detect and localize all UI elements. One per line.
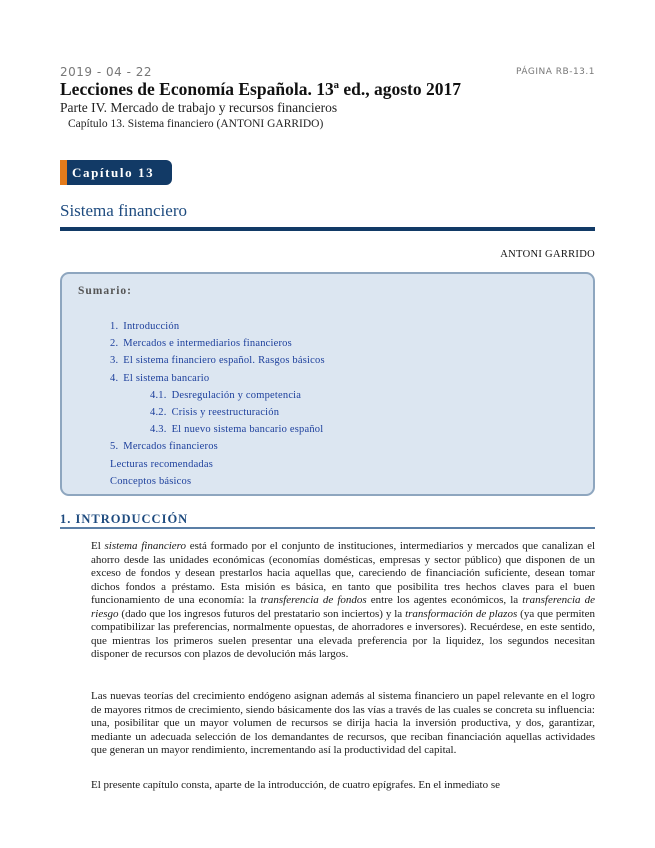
toc-item[interactable] — [62, 438, 593, 455]
toc-item-label: Introducción — [123, 321, 180, 332]
toc-item[interactable] — [62, 421, 593, 438]
text-run: (ya que permiten compatibilizar las preferencias, normalmente opuestas, de ahorradores e inversores). Recuérdese, en este sentido, que mientras los primeros suelen presentar una elevada preferencia por la liquidez, los segundos necesitan disponer de recursos con plazos de devolución más largos. — [91, 607, 595, 660]
page-reference: PÁGINA RB-13.1 — [516, 67, 595, 77]
toc-item-label: El sistema bancario — [123, 372, 210, 384]
emphasized-term: transformación de plazos — [405, 607, 518, 620]
emphasized-term: sistema financiero — [104, 540, 187, 552]
emphasized-term: transferencia de fondos — [260, 594, 367, 606]
toc-item-label: El nuevo sistema bancario español — [171, 424, 324, 436]
chapter-subtitle: Capítulo 13. Sistema financiero (ANTONI GARRIDO) — [68, 118, 324, 130]
toc-item[interactable] — [62, 473, 593, 490]
toc-item[interactable] — [62, 456, 593, 473]
toc-item[interactable] — [62, 370, 593, 387]
chapter-author: ANTONI GARRIDO — [500, 249, 595, 260]
toc-item[interactable] — [62, 404, 593, 421]
text-run: entre los agentes económicos, la — [366, 594, 523, 606]
toc-item-number: 5. — [110, 441, 119, 453]
toc-item-label: Desregulación y competencia — [171, 389, 302, 401]
toc-item-number: 4.3. — [150, 424, 167, 436]
toc-item-label: Crisis y reestructuración — [171, 406, 280, 418]
toc-item-number: 2. — [110, 338, 119, 350]
toc-item[interactable] — [62, 335, 593, 352]
text-run: (dado que los ingresos futuros del prestatario son inciertos) y la — [118, 607, 406, 620]
toc-item-label: Lecturas recomendadas — [110, 458, 214, 470]
toc-item[interactable] — [62, 387, 593, 404]
toc-item-number: 4.1. — [150, 389, 167, 401]
toc-item-label: Mercados financieros — [123, 441, 218, 453]
chapter-title: Sistema financiero — [60, 201, 187, 220]
table-of-contents — [62, 318, 593, 490]
part-title: Parte IV. Mercado de trabajo y recursos financieros — [60, 100, 338, 115]
toc-item-number: 3. — [110, 355, 119, 367]
paragraph-2: Las nuevas teorías del crecimiento endógeno asignan además al sistema financiero un papel relevante en el logro de mayores ritmos de crecimiento, siendo básicamente dos las vías a través de las cuales se concreta su influencia: una, posibilitar que un mayor volumen de recursos se dirija hacia la inversión productiva, y dos, garantizar, mediante un adecuada selección de los demandantes de recursos, que reciban financiación aquellas actividades que generan un mayor rendimiento, incrementando así la productividad del capital. — [91, 690, 595, 756]
summary-label: Sumario: — [78, 285, 132, 297]
toc-item[interactable] — [62, 318, 593, 335]
toc-item-label: Conceptos básicos — [110, 475, 192, 487]
chapter-badge: Capítulo 13 — [60, 160, 172, 185]
toc-item-number: 4. — [110, 372, 119, 384]
toc-item-label: Mercados e intermediarios financieros — [123, 338, 292, 350]
book-title: Lecciones de Economía Española. 13ª ed., agosto 2017 — [60, 79, 461, 99]
text-run: El — [91, 540, 105, 552]
emphasized-term: transferencia de riesgo — [91, 594, 595, 620]
summary-box — [60, 272, 595, 496]
document-date: 2019 - 04 - 22 — [60, 65, 152, 79]
toc-item[interactable] — [62, 352, 593, 369]
section-heading-introduccion: 1. INTRODUCCIÓN — [60, 512, 189, 526]
toc-item-label: El sistema financiero español. Rasgos básicos — [123, 355, 325, 367]
title-divider — [60, 227, 595, 231]
toc-item-number: 4.2. — [150, 406, 167, 418]
toc-item-number: 1. — [110, 321, 119, 332]
section-divider — [60, 527, 595, 529]
paragraph-3: El presente capítulo consta, aparte de la introducción, de cuatro epígrafes. En el inmediato se — [91, 779, 500, 791]
paragraph-1 — [91, 540, 595, 662]
text-run: está formado por el conjunto de instituciones, intermediarios y mercados que canalizan el ahorro desde las unidades económicas (economías domésticas, empresas y sector público) que disponen de un exceso de fondos y desean prestarlos hacia aquellas que, careciendo de financiación suficiente, desean tomar dichos fondos a préstamo. Esta misión es básica, en tanto que posibilita tres hechos claves para el buen funcionamiento de una economía: la — [91, 540, 596, 606]
